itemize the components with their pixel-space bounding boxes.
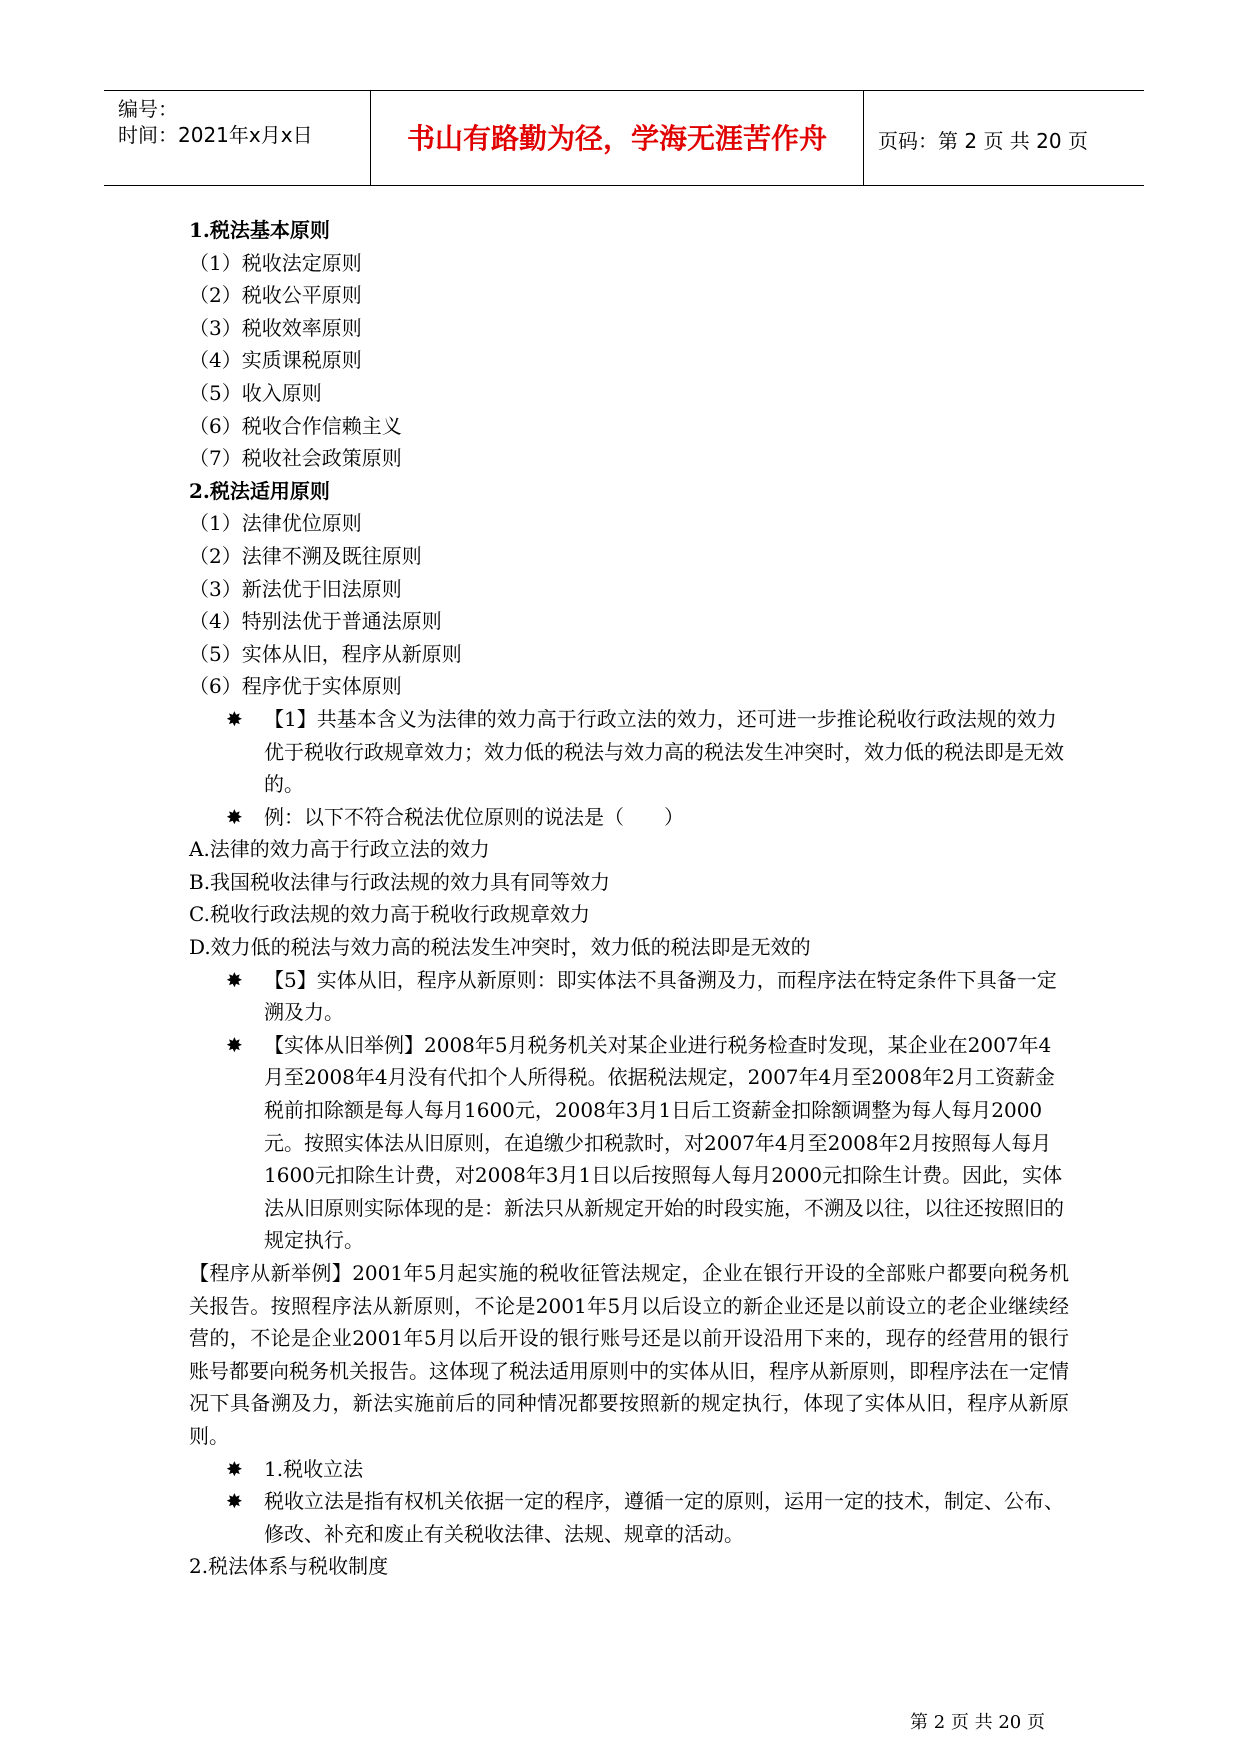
list-item: （5）收入原则 xyxy=(189,380,322,405)
section-title: 2.税法适用原则 xyxy=(189,478,330,503)
document-body xyxy=(189,214,1069,1583)
page-header xyxy=(104,90,1144,186)
number-label: 编号： xyxy=(118,97,178,121)
list-item: （1）税收法定原则 xyxy=(189,250,362,275)
bullet-text: 【1】共基本含义为法律的效力高于行政立法的效力，还可进一步推论税收行政法规的效力优于税收行政规章效力；效力低的税法与效力高的税法发生冲突时，效力低的税法即是无效的。 xyxy=(264,706,1064,797)
list-item: （4）实质课税原则 xyxy=(189,348,362,373)
bullet-icon: ✸ xyxy=(226,1489,243,1514)
list-item: （3）税收效率原则 xyxy=(189,315,362,340)
motto: 书山有路勤为径，学海无涯苦作舟 xyxy=(406,122,827,155)
list-item: （2）法律不溯及既往原则 xyxy=(189,543,422,568)
list-item: （6）程序优于实体原则 xyxy=(189,674,402,699)
bullet-text: 税收立法是指有权机关依据一定的程序，遵循一定的原则，运用一定的技术，制定、公布、修改、补充和废止有关税收法律、法规、规章的活动。 xyxy=(264,1489,1064,1546)
header-left-cell xyxy=(104,91,370,185)
time-label: 时间：2021年x月x日 xyxy=(118,123,313,147)
bullet-text: 例：以下不符合税法优位原则的说法是（ ） xyxy=(264,804,684,829)
bullet-text: 【5】实体从旧，程序从新原则：即实体法不具备溯及力，而程序法在特定条件下具备一定溯及力。 xyxy=(264,967,1057,1025)
bullet-icon: ✸ xyxy=(226,1456,243,1481)
list-item: （5）实体从旧，程序从新原则 xyxy=(189,641,462,666)
list-item: （3）新法优于旧法原则 xyxy=(189,576,402,601)
list-item: （7）税收社会政策原则 xyxy=(189,446,402,471)
bullet-icon: ✸ xyxy=(226,804,243,829)
page-info: 页码：第 2 页 共 20 页 xyxy=(878,129,1088,153)
list-item: （6）税收合作信赖主义 xyxy=(189,413,402,438)
option-item: D.效力低的税法与效力高的税法发生冲突时，效力低的税法即是无效的 xyxy=(189,935,811,960)
list-item: （1）法律优位原则 xyxy=(189,511,362,536)
list-item: （2）税收公平原则 xyxy=(189,283,362,308)
section-title: 2.税法体系与税收制度 xyxy=(189,1554,389,1579)
bullet-item xyxy=(189,703,1069,801)
option-item: A.法律的效力高于行政立法的效力 xyxy=(189,837,490,862)
option-item: C.税收行政法规的效力高于税收行政规章效力 xyxy=(189,902,590,927)
bullet-item xyxy=(189,1453,1069,1486)
section-title: 1.税法基本原则 xyxy=(189,218,330,242)
bullet-item xyxy=(189,1029,1069,1257)
bullet-item xyxy=(189,801,1069,834)
header-center-cell xyxy=(370,91,864,185)
list-item: （4）特别法优于普通法原则 xyxy=(189,609,442,634)
bullet-text: 1.税收立法 xyxy=(264,1456,364,1481)
bullet-icon: ✸ xyxy=(226,1032,243,1057)
example-paragraph: 【程序从新举例】2001年5月起实施的税收征管法规定，企业在银行开设的全部账户都要向税务机关报告。按照程序法从新原则，不论是2001年5月以后设立的新企业还是以前设立的老企业继续经营的，不论是企业2001年5月以后开设的银行账号还是以前开设沿用下来的，现存的经营用的银行账号都要向税务机关报告。这体现了税法适用原则中的实体从旧，程序从新原则，即程序法在一定情况下具备溯及力，新法实施前后的同种情况都要按照新的规定执行，体现了实体从旧，程序从新原则。 xyxy=(189,1261,1069,1448)
bullet-icon: ✸ xyxy=(226,706,243,731)
page-footer: 第 2 页 共 20 页 xyxy=(910,1712,1045,1733)
bullet-text: 【实体从旧举例】2008年5月税务机关对某企业进行税务检查时发现，某企业在2007年4月至2008年4月没有代扣个人所得税。依据税法规定，2007年4月至2008年2月工资薪金税前扣除额是每人每月1600元，2008年3月1日后工资薪金扣除额调整为每人每月2000元。按照实体法从旧原则，在追缴少扣税款时，对2007年4月至2008年2月按照每人每月1600元扣除生计费，对2008年3月1日以后按照每人每月2000元扣除生计费。因此，实体法从旧原则实际体现的是：新法只从新规定开始的时段实施，不溯及以往，以往还按照旧的规定执行。 xyxy=(264,1032,1064,1253)
bullet-icon: ✸ xyxy=(226,967,243,992)
bullet-item xyxy=(189,1485,1069,1550)
header-right-cell xyxy=(864,91,1144,185)
option-item: B.我国税收法律与行政法规的效力具有同等效力 xyxy=(189,869,611,894)
bullet-item xyxy=(189,964,1069,1029)
